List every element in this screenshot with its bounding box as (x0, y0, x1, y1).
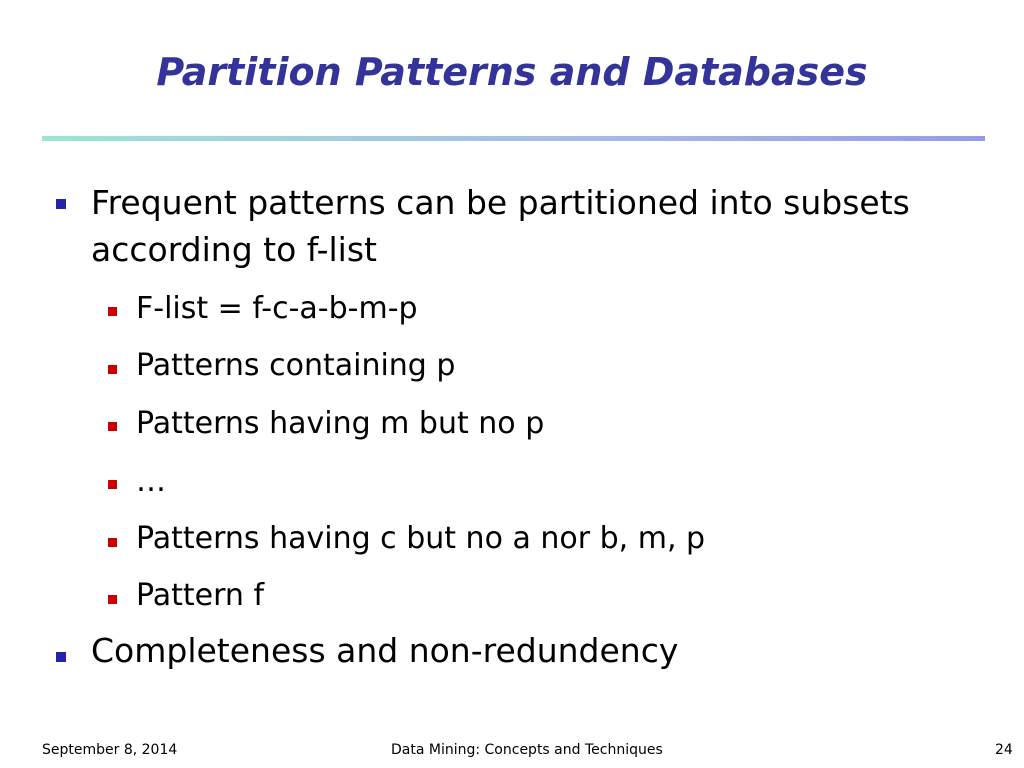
sub-bullet-square-icon (108, 307, 117, 316)
sub-bullet-square-icon (108, 422, 117, 431)
footer-page-number: 24 (995, 742, 1013, 758)
sub-bullet-square-icon (108, 538, 117, 547)
bullet-text-line1: Completeness and non-redundency (91, 631, 679, 670)
sub-bullet-text: Patterns having m but no p (136, 406, 545, 441)
sub-bullet-square-icon (108, 595, 117, 604)
bullet-text-line1: Frequent patterns can be partitioned into subsets (91, 183, 910, 222)
sub-bullet-text: F-list = f-c-a-b-m-p (136, 291, 418, 326)
sub-bullet-square-icon (108, 480, 117, 489)
bullet-text-line2: according to f-list (91, 230, 377, 269)
slide-title: Partition Patterns and Databases (156, 50, 868, 94)
sub-bullet-text: Patterns having c but no a nor b, m, p (136, 521, 706, 556)
footer-date: September 8, 2014 (42, 742, 178, 758)
sub-bullet-text: Pattern f (136, 578, 265, 613)
bullet-square-icon (56, 652, 66, 662)
sub-bullet-text: Patterns containing p (136, 348, 456, 383)
bullet-square-icon (56, 199, 66, 209)
footer-center: Data Mining: Concepts and Techniques (391, 742, 663, 758)
sub-bullet-square-icon (108, 365, 117, 374)
sub-bullet-text: … (136, 464, 166, 499)
